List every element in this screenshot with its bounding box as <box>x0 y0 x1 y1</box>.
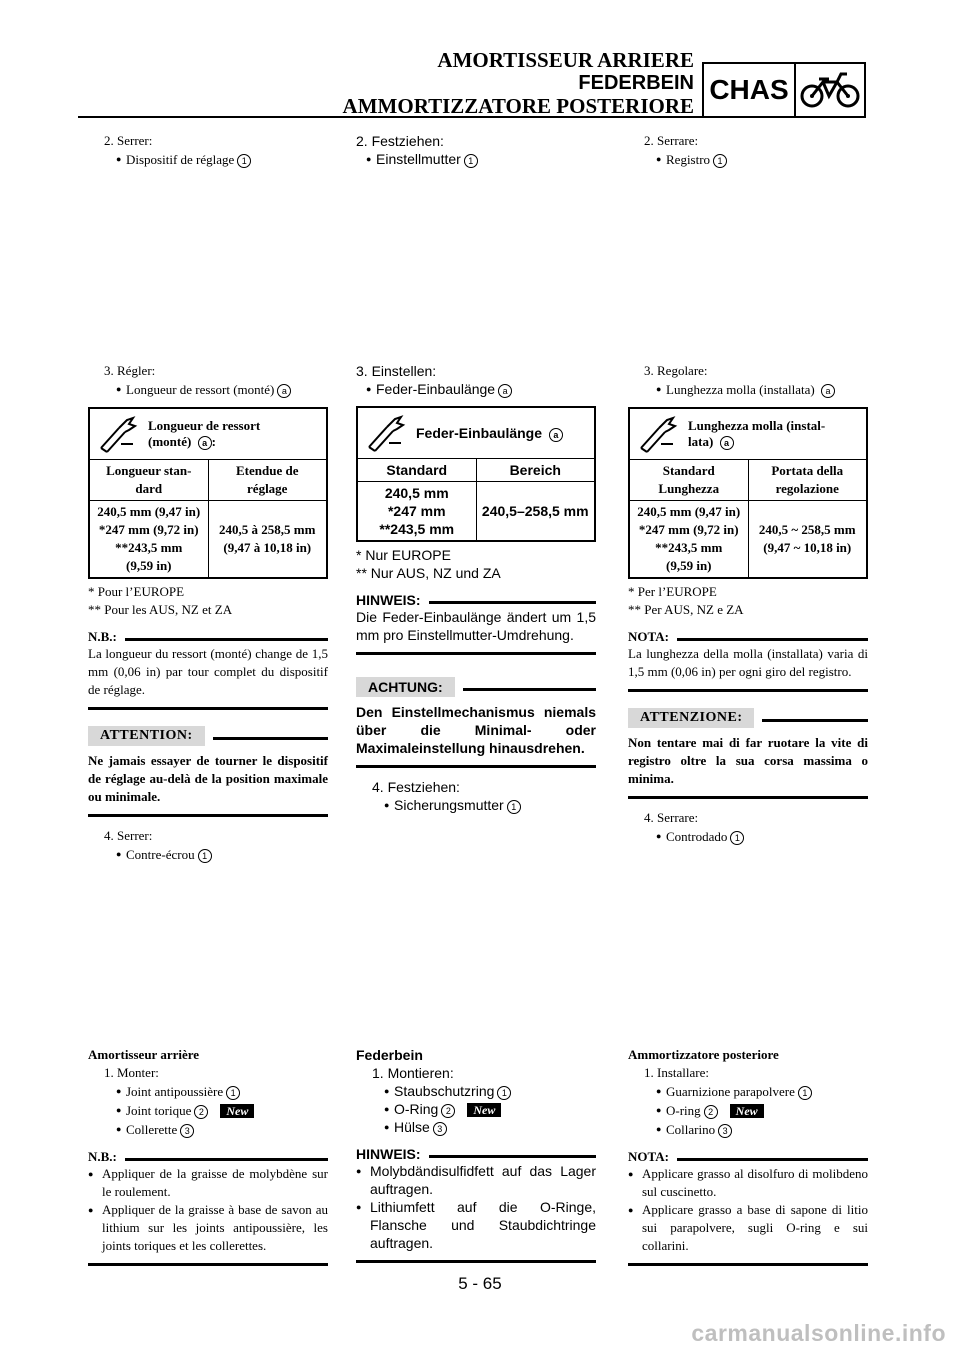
de-spec-col2: Bereich <box>476 459 595 481</box>
it-warning-text: Non tentare mai di far ruotare la vite di registro oltre la sua corsa massima o minima. <box>628 735 868 786</box>
page-header-titles <box>343 48 694 118</box>
it-step3 <box>628 362 868 846</box>
it-spec-table <box>628 407 868 579</box>
fr-spec-col2: Etendue de réglage <box>208 460 327 500</box>
it-note2-label: NOTA: <box>628 1149 669 1164</box>
fr-spec-val2: 240,5 à 258,5 mm (9,47 à 10,18 in) <box>208 501 327 577</box>
de-step2-item: ● Einstellmutter 1 <box>356 150 596 168</box>
it-spec-col2: Portata della regolazione <box>748 460 867 500</box>
fr-footnote-2: ** Pour les AUS, NZ et ZA <box>88 602 233 617</box>
section-badge <box>702 62 866 118</box>
de-section-title: Federbein <box>356 1047 423 1063</box>
de-spec-title: Feder-Einbaulänge a <box>416 425 594 442</box>
callout-a: a <box>277 384 291 398</box>
section-code: CHAS <box>704 64 796 116</box>
new-part-badge: New <box>220 1104 254 1118</box>
it-footnote-1: * Per l’EUROPE <box>628 584 717 599</box>
de-part-3: ● Hülse 3 <box>356 1118 596 1136</box>
fr-section-step1: 1. Monter: <box>104 1065 159 1080</box>
page-number: 5 - 65 <box>458 1274 502 1293</box>
header-title-de: FEDERBEIN <box>578 72 694 94</box>
de-step3-item: ● Feder-Einbaulänge a <box>356 380 596 398</box>
it-step2-item: ● Registro 1 <box>628 150 868 169</box>
fr-spec-table <box>88 407 328 579</box>
fr-spec-col1: Longueur stan- dard <box>106 463 192 496</box>
de-spec-table <box>356 406 596 542</box>
de-spec-val1: 240,5 mm *247 mm **243,5 mm <box>379 485 455 537</box>
it-part-1: ● Guarnizione parapolvere 1 <box>628 1082 868 1101</box>
de-spec-val2: 240,5–258,5 mm <box>476 482 595 540</box>
de-spec-col1: Standard <box>386 462 448 478</box>
new-part-badge: New <box>467 1103 501 1117</box>
header-title-it: AMMORTIZZATORE POSTERIORE <box>342 94 694 118</box>
de-step4-item: ● Sicherungsmutter 1 <box>356 796 596 814</box>
it-note2-item-2: ● Applicare grasso a base di sapone di litio sui parapolvere, sugli O-ring e sui collarini. <box>628 1201 868 1255</box>
fr-step3-item: ● Longueur de ressort (monté) a <box>88 380 328 399</box>
fr-note2-item-1: ● Appliquer de la graisse de molybdène sur le roulement. <box>88 1165 328 1201</box>
de-footnote-2: ** Nur AUS, NZ und ZA <box>356 565 501 581</box>
fr-note2-label: N.B.: <box>88 1149 117 1164</box>
it-step3-title: 3. Regolare: <box>644 363 708 378</box>
fr-section-rear-shock <box>88 1046 328 1266</box>
it-section-title: Ammortizzatore posteriore <box>628 1047 779 1062</box>
header-title-fr: AMORTISSEUR ARRIERE <box>437 48 694 72</box>
de-note2-item-1: ● Molybdändisulfidfett auf das Lager auftragen. <box>356 1162 596 1198</box>
it-part-2: ● O-ring 2 New <box>628 1101 868 1120</box>
fr-part-2: ● Joint torique 2 New <box>88 1101 328 1120</box>
de-step3 <box>356 362 596 814</box>
de-warning-text: Den Einstellmechanismus niemals über die Minimal- oder Maximaleinstellung hinausdrehen. <box>356 704 596 756</box>
de-note-text: Die Feder-Einbaulänge ändert um 1,5 mm pro Einstellmutter-Umdrehung. <box>356 609 596 643</box>
fr-section-title: Amortisseur arrière <box>88 1047 200 1062</box>
de-part-2: ● O-Ring 2 New <box>356 1100 596 1118</box>
it-spec-val2: 240,5 ~ 258,5 mm (9,47 ~ 10,18 in) <box>748 501 867 577</box>
fr-note2-item-2: ● Appliquer de la graisse à base de savon au lithium sur les joints antipoussière, les joints toriques et les collerettes. <box>88 1201 328 1255</box>
it-spec-col1: Standard Lunghezza <box>658 463 720 496</box>
fr-part-1: ● Joint antipoussière 1 <box>88 1082 328 1101</box>
it-note2-item-1: ● Applicare grasso al disolfuro di molibdeno sul cuscinetto. <box>628 1165 868 1201</box>
de-part-1: ● Staubschutzring 1 <box>356 1082 596 1100</box>
it-step2 <box>628 132 868 169</box>
de-step3-title: 3. Einstellen: <box>356 363 437 379</box>
it-note-text: La lunghezza della molla (installata) varia di 1,5 mm (0,06 in) per ogni giro del registro. <box>628 646 868 679</box>
it-step4-title: 4. Serrare: <box>644 810 699 825</box>
site-watermark: carmanualsonline.info <box>691 1320 946 1346</box>
it-footnote-2: ** Per AUS, NZ e ZA <box>628 602 744 617</box>
fr-step2-item: ● Dispositif de réglage 1 <box>88 150 328 169</box>
it-section-step1: 1. Installare: <box>644 1065 709 1080</box>
de-section-step1: 1. Montieren: <box>372 1065 454 1081</box>
de-step2-title: 2. Festziehen: <box>356 133 444 149</box>
new-part-badge: New <box>730 1104 764 1118</box>
fr-footnote-1: * Pour l’EUROPE <box>88 584 185 599</box>
it-spec-val1: 240,5 mm (9,47 in) *247 mm (9,72 in) **243,5 mm (9,59 in) <box>637 504 741 573</box>
fr-step3-title: 3. Régler: <box>104 363 156 378</box>
motorcycle-icon <box>796 64 864 116</box>
it-note-label: NOTA: <box>628 629 669 644</box>
fr-spec-title: Longueur de ressort (monté) a : <box>148 418 261 449</box>
de-note2-label: HINWEIS: <box>356 1146 421 1162</box>
fr-step4-title: 4. Serrer: <box>104 828 153 843</box>
it-step4-item: ● Controdado 1 <box>628 827 868 846</box>
wrench-spec-icon <box>90 414 148 454</box>
callout-1: 1 <box>237 154 251 168</box>
fr-warning-text: Ne jamais essayer de tourner le dispositif de réglage au-delà de la position maximale ou minimale. <box>88 753 328 804</box>
fr-step2 <box>88 132 328 169</box>
de-note-label: HINWEIS: <box>356 592 421 608</box>
fr-step2-title: 2. Serrer: <box>104 133 153 148</box>
fr-step3 <box>88 362 328 864</box>
wrench-spec-icon <box>358 413 416 453</box>
de-step4-title: 4. Festziehen: <box>372 779 460 795</box>
fr-part-3: ● Collerette 3 <box>88 1120 328 1139</box>
de-note2-item-2: ● Lithiumfett auf die O-Ringe, Flansche und Staubdichtringe auftragen. <box>356 1198 596 1252</box>
it-spec-title: Lunghezza molla (instal- lata) a <box>688 418 826 449</box>
it-part-3: ● Collarino 3 <box>628 1120 868 1139</box>
it-step2-title: 2. Serrare: <box>644 133 699 148</box>
fr-note-label: N.B.: <box>88 629 117 644</box>
de-section-rear-shock <box>356 1046 596 1263</box>
it-step3-item: ● Lunghezza molla (installata) a <box>628 380 868 399</box>
it-warning-label: ATTENZIONE: <box>628 708 754 728</box>
de-warning-label: ACHTUNG: <box>356 677 455 697</box>
fr-step4-item: ● Contre-écrou 1 <box>88 845 328 864</box>
de-step2 <box>356 132 596 168</box>
fr-spec-val1: 240,5 mm (9,47 in) *247 mm (9,72 in) **243,5 mm (9,59 in) <box>97 504 201 573</box>
header-rule <box>78 116 702 118</box>
de-footnote-1: * Nur EUROPE <box>356 547 451 563</box>
it-section-rear-shock <box>628 1046 868 1266</box>
wrench-spec-icon <box>630 414 688 454</box>
fr-note-text: La longueur du ressort (monté) change de 1,5 mm (0,06 in) par tour complet du dispositif de réglage. <box>88 646 328 697</box>
fr-warning-label: ATTENTION: <box>88 726 205 746</box>
